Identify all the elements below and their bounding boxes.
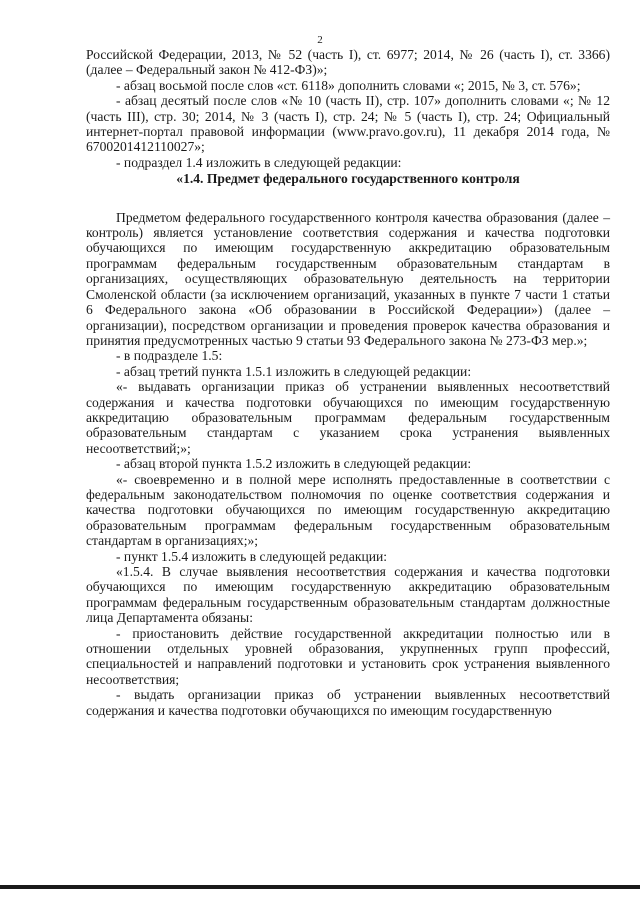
paragraph-clause-1-5-4-intro: - пункт 1.5.4 изложить в следующей редакции: <box>116 548 388 564</box>
paragraph-suspend-accreditation: - приостановить действие государственной аккредитации полностью или в отношении отдельных уровней образования, укрупненных групп профессий, специальностей и направлений подготовки и установить срок устранения выявленного несоответствия; <box>86 625 610 687</box>
paragraph-subsection-1-4-intro: - подраздел 1.4 изложить в следующей редакции: <box>116 154 402 170</box>
paragraph-clause-1-5-2-text: «- своевременно и в полной мере исполнять предоставленные в соответствии с федеральным законодательством полномочия по оценке соответствия содержания и качества подготовки обучающихся по имеющим государственную аккредитацию образовательным программам федеральным государственным образовательным стандартам в организациях;»; <box>86 471 610 549</box>
paragraph-clause-1-5-4-text: «1.5.4. В случае выявления несоответствия содержания и качества подготовки обучающихся по имеющим государственную аккредитацию образовательным программам федеральным государственным образовательным стандартам должностные лица Департамента обязаны: <box>86 564 610 626</box>
paragraph-eighth-clause-amendment: - абзац восьмой после слов «ст. 6118» дополнить словами «; 2015, № 3, ст. 576»; <box>116 77 581 93</box>
paragraph-tenth-clause-amendment: - абзац десятый после слов «№ 10 (часть II), стр. 107» дополнить словами «; № 12 (часть III), стр. 30; 2014, № 3 (часть I), стр. 24; № 5 (часть I), стр. 24; Официальный интернет-портал правовой информации (www.pravo.gov.ru), 11 декабря 2014 года, № 6700201412110027»; <box>86 93 610 155</box>
paragraph-control-subject: Предметом федерального государственного контроля качества образования (далее – контроль) является установление соответствия содержания и качества подготовки обучающихся по имеющим государственную аккредитацию образовательным программам федеральным государственным образовательным стандартам в организациях, осуществляющих образовательную деятельность на территории Смоленской области (за исключением организаций, указанных в пункте 7 части 1 статьи 6 Федерального закона «Об образовании в Российской Федерации») (далее – организации), посредством организации и проведения проверок качества образования и принятия предусмотренных частью 9 статьи 93 Федерального закона № 273-ФЗ мер.»; <box>86 209 610 348</box>
paragraph-law-412-reference: Российской Федерации, 2013, № 52 (часть I), ст. 6977; 2014, № 26 (часть I), ст. 3366) (далее – Федеральный закон № 412-ФЗ)»; <box>86 47 610 78</box>
page-number: 2 <box>317 34 323 46</box>
paragraph-subsection-1-5: - в подразделе 1.5: <box>116 348 223 364</box>
paragraph-clause-1-5-2-intro: - абзац второй пункта 1.5.2 изложить в следующей редакции: <box>116 456 472 472</box>
section-heading-1-4: «1.4. Предмет федерального государственного контроля <box>176 171 520 187</box>
bottom-scan-edge <box>0 885 640 889</box>
document-body <box>86 47 610 718</box>
paragraph-issue-order: - выдать организации приказ об устранении выявленных несоответствий содержания и качества подготовки обучающихся по имеющим государственную <box>86 687 610 718</box>
paragraph-clause-1-5-1-text: «- выдавать организации приказ об устранении выявленных несоответствий содержания и качества подготовки обучающихся по имеющим государственную аккредитацию образовательным программам федеральным государственным образовательным стандартам с указанием срока устранения выявленных несоответствий;»; <box>86 379 610 456</box>
paragraph-clause-1-5-1-intro: - абзац третий пункта 1.5.1 изложить в следующей редакции: <box>116 363 472 379</box>
